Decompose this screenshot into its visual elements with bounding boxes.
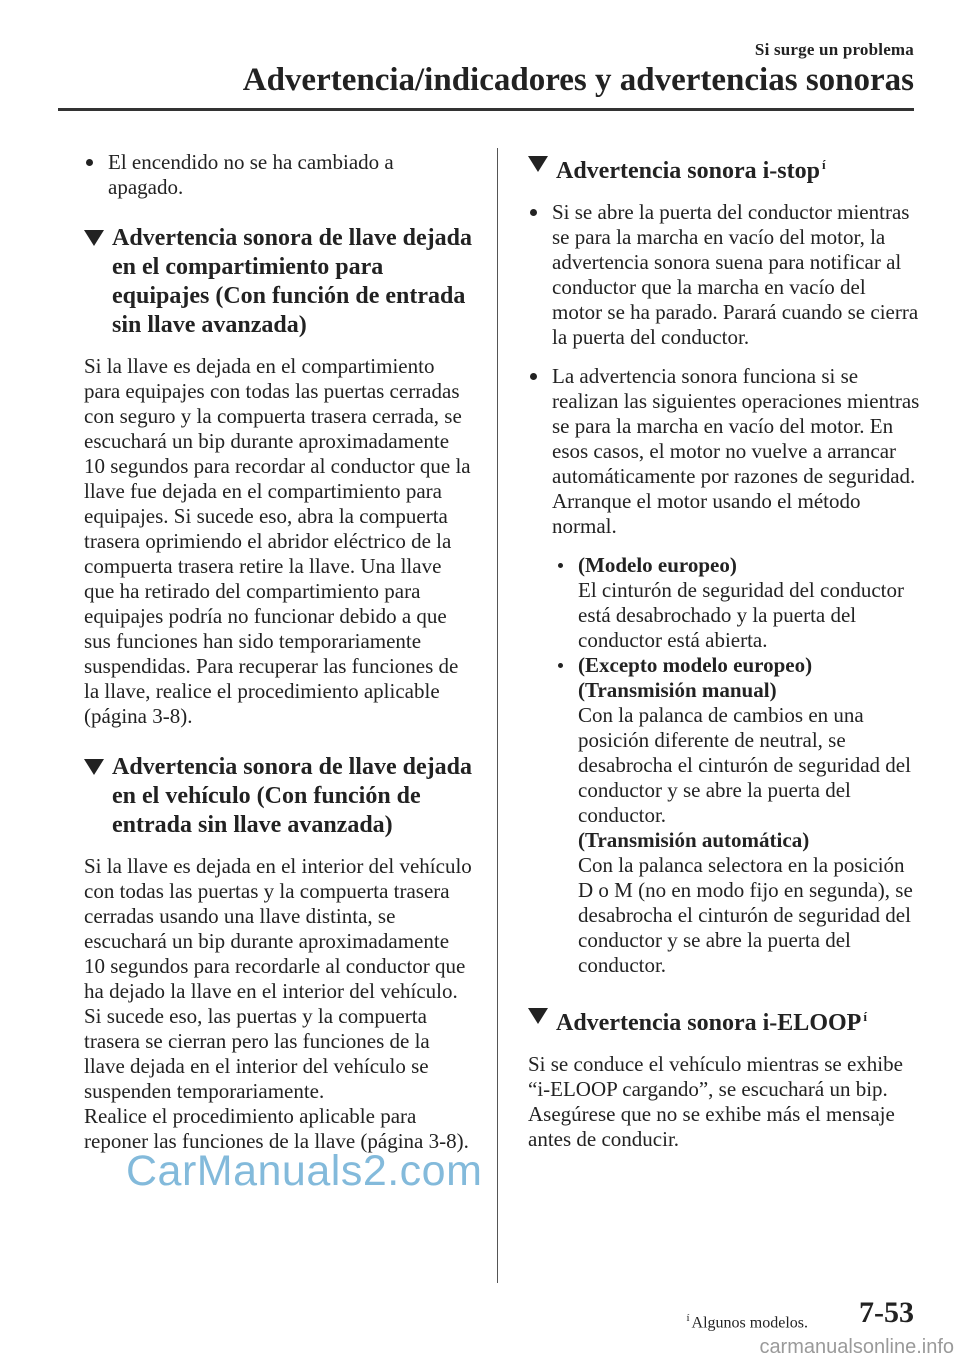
asterisk-icon: í	[863, 1009, 867, 1024]
asterisk-icon: í	[821, 157, 826, 172]
triangle-down-icon	[84, 230, 104, 246]
sub-text: Con la palanca selectora en la posición D o M (no en modo fijo en segunda), se desabrocha el cinturón de seguridad del conductor y se abre la puerta del conductor.	[578, 853, 913, 977]
heading-text: Advertencia sonora de llave dejada en el vehículo (Con función de entrada sin llave avanzada)	[112, 754, 472, 838]
sub-label: (Transmisión automática)	[578, 828, 810, 852]
bullet-text: El encendido no se ha cambiado a apagado.	[108, 150, 394, 199]
heading-text: Advertencia sonora i-stop	[556, 158, 820, 184]
asterisk-icon: í	[686, 1312, 690, 1324]
paragraph-line: Si la llave es dejada en el interior del vehículo con todas las puertas y la compuerta trasera cerradas usando una llave distinta, se escuchará un bip durante aproximadamente 10 segundos para recordarle al conductor que ha dejado la llave en el interior del vehículo.	[84, 854, 472, 1003]
section-heading-vehicle-key	[84, 753, 474, 840]
triangle-down-icon	[528, 1008, 548, 1024]
watermark-logo: CarManuals2.com	[126, 1147, 483, 1195]
section-heading-trunk-key	[84, 224, 474, 340]
site-url: carmanualsonline.info	[759, 1336, 954, 1358]
bullet-text: La advertencia sonora funciona si se realizan las siguientes operaciones mientras se para la marcha en vacío del motor. En esos casos, el motor no vuelve a arrancar automáticamente por razones de seguridad. Arranque el motor usando el método normal.	[552, 364, 920, 538]
sub-label: (Modelo europeo)	[578, 553, 737, 577]
bullet-dot-icon	[530, 209, 537, 216]
paragraph-line: Si sucede eso, las puertas y la compuerta trasera se cierran pero las funciones de la llave dejada en el interior del vehículo se suspenden temporariamente.	[84, 1004, 430, 1103]
page-number: 7-53	[859, 1296, 914, 1329]
sub-list-item	[528, 553, 920, 653]
section-subtitle: Si surge un problema	[754, 40, 914, 59]
bullet-dot-icon	[558, 563, 563, 568]
paragraph	[84, 854, 474, 1154]
page-title: Advertencia/indicadores y advertencias sonoras	[242, 62, 914, 98]
list-item	[84, 150, 474, 200]
sub-label: (Excepto modelo europeo)	[578, 653, 813, 677]
triangle-down-icon	[528, 156, 548, 172]
footnote-text: Algunos modelos.	[691, 1314, 808, 1332]
heading-text: Advertencia sonora i-ELOOP	[556, 1010, 862, 1036]
bullet-dot-icon	[530, 373, 537, 380]
sub-text: Con la palanca de cambios en una posición diferente de neutral, se desabrocha el cinturón de seguridad del conductor y se abre la puerta del conductor.	[578, 703, 911, 827]
triangle-down-icon	[84, 759, 104, 775]
footnote	[686, 1312, 808, 1332]
paragraph: Si la llave es dejada en el compartimiento para equipajes con todas las puertas cerradas con seguro y la compuerta trasera cerrada, se escuchará un bip durante aproximadamente 10 segundos para recordar al conductor que la llave fue dejada en el compartimiento para equipajes. Si sucede eso, abra la compuerta trasera oprimiendo el abridor eléctrico de la compuerta trasera retire la llave. Una llave que ha retirado del compartimiento para equipajes podría no funcionar debido a que sus funciones han sido temporariamente suspendidas. Para recuperar las funciones de la llave, realice el procedimiento aplicable (página 3-8).	[84, 354, 471, 728]
header-rule	[58, 108, 914, 111]
bullet-dot-icon	[558, 663, 563, 668]
left-column	[84, 150, 474, 1164]
heading-text: Advertencia sonora de llave dejada en el compartimiento para equipajes (Con función de entrada sin llave avanzada)	[112, 225, 472, 338]
list-item	[528, 200, 920, 350]
paragraph-line: Realice el procedimiento aplicable para reponer las funciones de la llave (página 3-8).	[84, 1104, 469, 1153]
sub-text: El cinturón de seguridad del conductor está desabrochado y la puerta del conductor está abierta.	[578, 578, 904, 652]
right-column	[528, 150, 920, 1162]
list-item	[528, 364, 920, 539]
bullet-dot-icon	[86, 159, 93, 166]
section-heading-istop	[528, 150, 920, 186]
section-heading-ieloop	[528, 1002, 920, 1038]
column-divider	[497, 148, 498, 1283]
sub-label: (Transmisión manual)	[578, 678, 777, 702]
sub-list-item	[528, 653, 920, 978]
bullet-text: Si se abre la puerta del conductor mientras se para la marcha en vacío del motor, la advertencia sonora suena para notificar al conductor que la marcha en vacío del motor se ha parado. Parará cuando se cierra la puerta del conductor.	[552, 200, 919, 349]
paragraph: Si se conduce el vehículo mientras se exhibe “i-ELOOP cargando”, se escuchará un bip. Asegúrese que no se exhibe más el mensaje antes de conducir.	[528, 1052, 903, 1151]
